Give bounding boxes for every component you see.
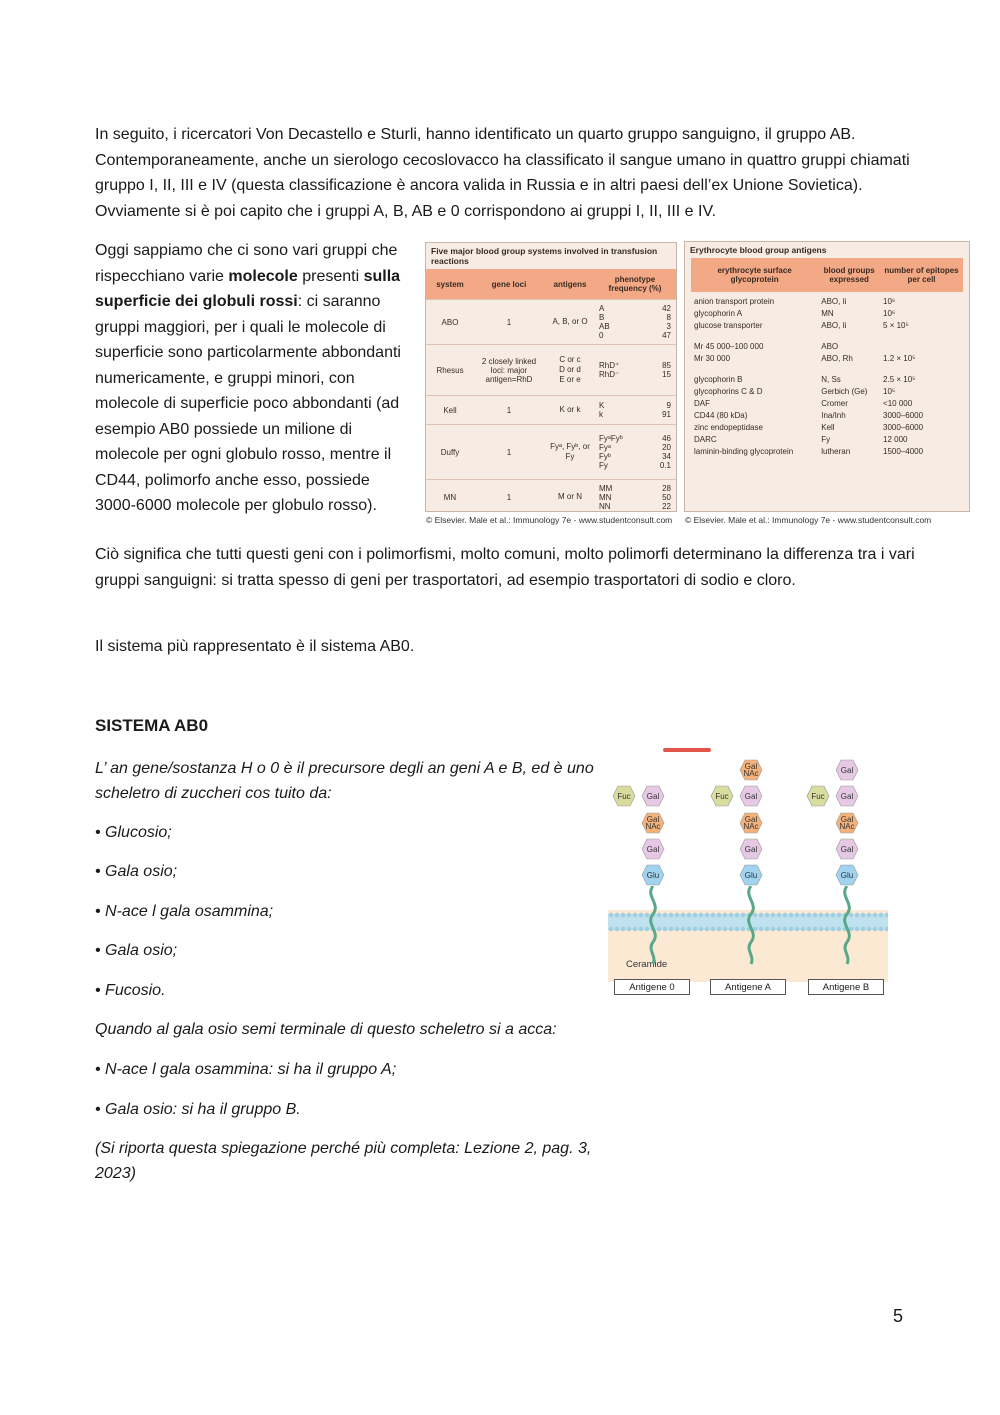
lipid-head	[795, 913, 800, 918]
phenotype-line	[599, 452, 671, 461]
antigen-0-label: Antigene 0	[614, 979, 690, 995]
phenotype-value: 9	[666, 401, 671, 410]
lipid-head	[633, 913, 638, 918]
phenotype-line	[599, 331, 671, 340]
lipid-head	[771, 927, 776, 932]
glycoprotein-cell: DAF	[694, 398, 710, 408]
lipid-head	[693, 913, 698, 918]
phenotype-name: Fyᵃ	[599, 443, 611, 452]
lipid-head	[615, 927, 620, 932]
n-acetylgalactosamine-hex	[835, 812, 859, 834]
antigen-line: Fyᵃ, Fyᵇ, or Fy	[550, 442, 590, 461]
lipid-head	[615, 913, 620, 918]
lipid-head	[729, 913, 734, 918]
text-run: : ci saranno gruppi maggiori, per i quali le molecole di superficie sono particolarmente abbondanti numericamente, e gruppi minori, con molecole di superficie poco abbondanti (ad esempio AB0 possiede un milione di molecole per ogni globulo rosso, mentre il CD44, polimorfo anche esso, possiede 3000-6000 molecole per globulo rosso).	[95, 293, 401, 514]
lipid-head	[711, 927, 716, 932]
lipid-head	[801, 927, 806, 932]
text-run: Oggi sappiamo che ci sono vari gruppi che rispecchiano varie	[95, 242, 398, 285]
antigens-cell	[544, 345, 596, 395]
table-row	[691, 433, 963, 445]
lipid-head	[873, 927, 878, 932]
sugar-label: Fuc	[811, 791, 825, 801]
lipid-head	[723, 913, 728, 918]
lipid-head	[663, 927, 668, 932]
sugar-label: Gal	[744, 844, 758, 854]
phenotype-name: MM	[599, 483, 613, 493]
phenotype-line	[599, 370, 671, 379]
glycoprotein-cell: Mr 30 000	[694, 353, 731, 363]
terminal-galactose-hex	[835, 759, 859, 781]
system-cell: ABO	[441, 317, 459, 327]
antigen-line: A, B, or O	[552, 317, 588, 326]
glycoprotein-cell: glycophorins C & D	[694, 386, 763, 396]
epitopes-cell: 12 000	[883, 434, 908, 444]
table-row	[691, 295, 963, 307]
lipid-head	[687, 927, 692, 932]
fucose-hex	[612, 785, 636, 807]
blood-group-cell: lutheran	[821, 446, 851, 456]
phenotype-value: 3	[666, 322, 671, 331]
table-header	[426, 269, 676, 299]
lipid-head	[777, 913, 782, 918]
phenotype-name: B	[599, 313, 605, 322]
lipid-head	[801, 913, 806, 918]
glycoprotein-cell: CD44 (80 kDa)	[694, 410, 748, 420]
bold-surface: sulla superficie dei globuli rossi	[95, 267, 401, 310]
glycoprotein-cell: glycophorin A	[694, 308, 743, 318]
epitopes-cell: 10⁶	[883, 296, 896, 306]
table-row	[691, 319, 963, 331]
lipid-head	[663, 913, 668, 918]
ab0-paragraph: Il sistema più rappresentato è il sistema AB0.	[95, 638, 415, 655]
phenotype-line	[599, 410, 671, 419]
system-cell: Rhesus	[436, 365, 464, 375]
table-group	[691, 337, 963, 370]
lipid-head	[627, 913, 632, 918]
table-row	[426, 395, 676, 424]
lipid-head	[681, 913, 686, 918]
antigens-cell	[544, 396, 596, 424]
lipid-head	[765, 913, 770, 918]
phenotype-line	[599, 401, 671, 410]
sugar-item: • Fucosio.	[95, 982, 166, 999]
phenotype-line	[599, 493, 671, 502]
glucose-hex	[739, 864, 763, 886]
lipid-head	[621, 927, 626, 932]
table-row	[691, 385, 963, 397]
table-header	[691, 258, 963, 292]
sugar-label: Gal	[646, 791, 660, 801]
epitopes-cell: 3000–6000	[883, 410, 924, 420]
lipid-head	[675, 913, 680, 918]
blood-group-cell: Fy	[821, 434, 831, 444]
lipid-head	[825, 913, 830, 918]
glucose-hex	[641, 864, 665, 886]
phenotype-name: Fy	[599, 461, 608, 470]
blood-group-cell: Kell	[821, 422, 835, 432]
intro-paragraph: In seguito, i ricercatori Von Decastello e Sturli, hanno identificato un quarto gruppo sanguigno, il gruppo AB. Contemporaneamente, anche un sierologo cecoslovacco ha classificato il sangue umano in quattro gruppi chiamati gruppo I, II, III e IV (questa classificazione è ancora valida in Russia e in altri paesi dell’ex Unione Sovietica). Ovviamente si è poi capito che i gruppi A, B, AB e 0 corrispondono ai gruppi I, II, III e IV.	[95, 126, 910, 220]
galactose-hex	[835, 838, 859, 860]
phenotype-list	[599, 484, 671, 511]
lipid-head	[879, 913, 884, 918]
sugar-label: Glu	[744, 870, 758, 880]
lipid-head	[609, 913, 614, 918]
phenotype-name: MN	[599, 492, 612, 502]
lipid-head	[795, 927, 800, 932]
lipid-head	[789, 913, 794, 918]
fucose-hex	[806, 785, 830, 807]
n-acetylgalactosamine-hex	[739, 812, 763, 834]
table-row	[426, 479, 676, 514]
table-group	[691, 370, 963, 463]
glycoprotein-cell: anion transport protein	[694, 296, 775, 306]
antigen-line: K or k	[559, 405, 581, 414]
sugar-label: Glu	[646, 870, 660, 880]
terminal-galnac-hex	[739, 759, 763, 781]
phenotype-name: Fyᵇ	[599, 452, 611, 461]
sugar-item: • Glucosio;	[95, 824, 172, 841]
antigens-cell	[544, 300, 596, 344]
epitopes-cell: 3000–6000	[883, 422, 924, 432]
lipid-head	[777, 927, 782, 932]
blood-group-cell: ABO	[821, 341, 839, 351]
table-body	[691, 292, 963, 463]
lipid-head	[771, 913, 776, 918]
lipid-head	[783, 927, 788, 932]
phenotype-list	[599, 304, 671, 340]
header-cell: phenotype frequency (%)	[608, 275, 662, 293]
phenotype-value: 15	[662, 370, 671, 379]
text-run: presenti	[297, 267, 364, 285]
table-body	[426, 299, 676, 514]
lipid-head	[669, 927, 674, 932]
phenotype-value: 20	[662, 443, 671, 452]
lipid-head	[867, 913, 872, 918]
phenotype-line	[599, 361, 671, 370]
image-credit: © Elsevier. Male et al.: Immunology 7e - www.studentconsult.com	[426, 515, 673, 525]
system-cell: Kell	[443, 405, 457, 415]
table-row	[691, 307, 963, 319]
galactose-hex	[641, 838, 665, 860]
antigen-line: E or e	[559, 375, 581, 384]
lipid-head	[729, 927, 734, 932]
phenotype-value: 91	[662, 410, 671, 419]
sugar-label: Gal	[646, 844, 660, 854]
loci-cell: 1	[506, 405, 512, 415]
system-cell: MN	[443, 492, 457, 502]
lipid-head	[873, 913, 878, 918]
epitopes-cell: 1.2 × 10⁵	[883, 353, 916, 363]
epitopes-cell: 10⁶	[883, 308, 896, 318]
antigens-cell	[544, 425, 596, 479]
table-row	[691, 421, 963, 433]
table-row	[691, 340, 963, 352]
sugar-label: Gal NAc	[743, 815, 759, 831]
epitopes-cell: <10 000	[883, 398, 913, 408]
blood-group-cell: N, Ss	[821, 374, 841, 384]
sugar-item: • N-ace l gala osammina;	[95, 903, 274, 920]
header-cell: antigens	[553, 279, 587, 289]
phenotype-name: A	[599, 304, 605, 313]
lipid-head	[627, 927, 632, 932]
n-acetylgalactosamine-hex	[641, 812, 665, 834]
epitopes-cell: 2.5 × 10⁵	[883, 374, 916, 384]
addition-intro: Quando al gala osio semi terminale di questo scheletro si a acca:	[95, 1021, 557, 1038]
lipid-head	[717, 913, 722, 918]
header-cell: erythrocyte surface glycoprotein	[717, 266, 792, 284]
lipid-head	[735, 913, 740, 918]
table-caption: Five major blood group systems involved in transfusion reactions	[431, 246, 658, 266]
lipid-head	[825, 927, 830, 932]
loci-cell: 1	[506, 492, 512, 502]
lipid-head	[621, 913, 626, 918]
phenotype-value: 42	[662, 304, 671, 313]
glucose-hex	[835, 864, 859, 886]
phenotype-line	[599, 434, 671, 443]
glycoprotein-cell: glucose transporter	[694, 320, 763, 330]
page-number: 5	[893, 1306, 904, 1326]
phenotype-line	[599, 313, 671, 322]
loci-cell: 1	[506, 317, 512, 327]
lipid-head	[723, 927, 728, 932]
antigen-intro: L’ an gene/sostanza H o 0 è il precursore degli an geni A e B, ed è uno scheletro di zuccheri cos tuito da:	[95, 760, 594, 802]
lipid-head	[699, 913, 704, 918]
phenotype-name: k	[599, 410, 603, 419]
lipid-head	[717, 927, 722, 932]
glycoprotein-cell: glycophorin B	[694, 374, 743, 384]
glycoprotein-cell: laminin-binding glycoprotein	[694, 446, 794, 456]
sugar-label: Glu	[840, 870, 854, 880]
lipid-head	[675, 927, 680, 932]
sugar-label: Fuc	[617, 791, 631, 801]
sugar-label: Gal NAc	[645, 815, 661, 831]
ceramide-label: Ceramide	[626, 959, 668, 970]
lipid-head	[681, 927, 686, 932]
surface-molecules-paragraph	[95, 238, 405, 519]
phenotype-value: 47	[662, 331, 671, 340]
header-cell: blood groups expressed	[823, 266, 875, 284]
epitopes-cell: 1500–4000	[883, 446, 924, 456]
phenotype-cell	[596, 396, 674, 424]
table-group	[691, 292, 963, 337]
fucose-hex	[710, 785, 734, 807]
glycoprotein-cell: Mr 45 000–100 000	[694, 341, 764, 351]
phenotype-line	[599, 502, 671, 511]
galactose-hex	[739, 838, 763, 860]
phenotype-line	[599, 304, 671, 313]
phenotype-name: AB	[599, 322, 610, 331]
lipid-head	[633, 927, 638, 932]
galactose-hex	[641, 785, 665, 807]
sugar-item: • Gala osio;	[95, 942, 178, 959]
phenotype-line	[599, 484, 671, 493]
abo-antigen-diagram	[600, 748, 900, 1000]
loci-cell: 1	[506, 447, 512, 457]
blood-group-cell: Ina/Inh	[821, 410, 846, 420]
phenotype-list	[599, 401, 671, 419]
header-cell: number of epitopes per cell	[884, 266, 959, 284]
phenotype-name: 0	[599, 331, 604, 340]
glycoprotein-cell: DARC	[694, 434, 717, 444]
sugar-label: Fuc	[715, 791, 729, 801]
sugar-label: Gal	[840, 844, 854, 854]
phenotype-value: 0.1	[659, 461, 671, 470]
phenotype-value: 85	[662, 361, 671, 370]
lipid-head	[861, 913, 866, 918]
table-row	[691, 352, 963, 364]
lipid-head	[705, 927, 710, 932]
section-title: SISTEMA AB0	[95, 716, 209, 735]
lipid-head	[813, 913, 818, 918]
antigen-line: D or d	[559, 365, 581, 374]
phenotype-list	[599, 361, 671, 379]
phenotype-value: 34	[662, 452, 671, 461]
lipid-head	[711, 913, 716, 918]
table-row	[426, 344, 676, 395]
table-caption: Erythrocyte blood group antigens	[690, 245, 827, 255]
cropped-title-mark	[663, 748, 711, 752]
galactose-hex	[739, 785, 763, 807]
blood-group-systems-table	[425, 242, 677, 525]
addition-item: • N-ace l gala osammina: si ha il gruppo A;	[95, 1061, 397, 1078]
phenotype-name: NN	[599, 501, 611, 511]
lipid-head	[783, 913, 788, 918]
lipid-head	[609, 927, 614, 932]
antigen-b-label: Antigene B	[808, 979, 884, 995]
table-row	[691, 409, 963, 421]
phenotype-line	[599, 461, 671, 470]
lipid-head	[789, 927, 794, 932]
lipid-head	[765, 927, 770, 932]
phenotype-name: K	[599, 401, 605, 410]
phenotype-line	[599, 322, 671, 331]
epitopes-cell	[880, 340, 963, 352]
table-row	[691, 397, 963, 409]
source-note: (Si riporta questa spiegazione perché più completa: Lezione 2, pag. 3, 2023)	[95, 1140, 592, 1182]
phenotype-value: 22	[662, 501, 671, 511]
lipid-head	[831, 927, 836, 932]
table-row	[426, 424, 676, 479]
bold-molecole: molecole	[228, 267, 298, 285]
sugar-label: Gal NAc	[839, 815, 855, 831]
lipid-head	[669, 913, 674, 918]
glycoprotein-cell: zinc endopeptidase	[694, 422, 763, 432]
galactose-hex	[835, 785, 859, 807]
phenotype-value: 28	[662, 483, 671, 493]
ceramide-chain	[643, 886, 663, 966]
table-row	[691, 373, 963, 385]
polymorphism-paragraph: Ciò significa che tutti questi geni con i polimorfismi, molto comuni, molto polimorfi determinano la differenza tra i vari gruppi sanguigni: si tratta spesso di geni per trasportatori, ad esempio trasportatori di sodio e cloro.	[95, 546, 915, 589]
sugar-label: Gal	[840, 765, 854, 775]
header-cell: system	[436, 279, 464, 289]
lipid-head	[693, 927, 698, 932]
lipid-head	[735, 927, 740, 932]
loci-cell: 2 closely linked loci: major antigen=RhD	[481, 356, 537, 384]
lipid-head	[813, 927, 818, 932]
phenotype-name: FyᵃFyᵇ	[599, 434, 623, 443]
epitopes-cell: 10⁵	[883, 386, 896, 396]
lipid-head	[705, 913, 710, 918]
lipid-head	[807, 927, 812, 932]
phenotype-cell	[596, 480, 674, 514]
lipid-head	[879, 927, 884, 932]
sugar-label: Gal NAc	[743, 762, 759, 778]
blood-group-cell: Cromer	[821, 398, 848, 408]
phenotype-list	[599, 434, 671, 470]
antigen-line: C or c	[559, 355, 581, 364]
lipid-head	[699, 927, 704, 932]
system-cell: Duffy	[440, 447, 460, 457]
phenotype-line	[599, 443, 671, 452]
table-row	[691, 445, 963, 457]
blood-group-cell: ABO, Rh	[821, 353, 853, 363]
image-credit: © Elsevier. Male et al.: Immunology 7e - www.studentconsult.com	[685, 515, 932, 525]
phenotype-cell	[596, 345, 674, 395]
sugar-item: • Gala osio;	[95, 863, 178, 880]
ceramide-chain	[837, 886, 857, 966]
table-row	[426, 299, 676, 344]
lipid-head	[861, 927, 866, 932]
header-cell: gene loci	[491, 279, 527, 289]
phenotype-name: RhD⁻	[599, 370, 620, 379]
lipid-head	[819, 927, 824, 932]
antigens-cell	[544, 480, 596, 514]
lipid-head	[819, 913, 824, 918]
lipid-head	[831, 913, 836, 918]
phenotype-cell	[596, 425, 674, 479]
epitopes-cell: 5 × 10⁵	[883, 320, 909, 330]
phenotype-name: RhD⁺	[599, 361, 620, 370]
lipid-head	[867, 927, 872, 932]
antigen-a-label: Antigene A	[710, 979, 786, 995]
blood-group-cell: ABO, Ii	[821, 320, 847, 330]
addition-item: • Gala osio: si ha il gruppo B.	[95, 1101, 301, 1118]
sugar-label: Gal	[840, 791, 854, 801]
blood-group-cell: ABO, Ii	[821, 296, 847, 306]
sugar-label: Gal	[744, 791, 758, 801]
phenotype-value: 50	[662, 492, 671, 502]
antigen-line: M or N	[558, 492, 582, 501]
blood-group-cell: MN	[821, 308, 834, 318]
lipid-head	[687, 913, 692, 918]
phenotype-value: 46	[662, 434, 671, 443]
lipid-head	[807, 913, 812, 918]
ceramide-chain	[741, 886, 761, 966]
phenotype-value: 8	[666, 313, 671, 322]
erythrocyte-antigens-table	[684, 241, 970, 525]
phenotype-cell	[596, 300, 674, 344]
blood-group-cell: Gerbich (Ge)	[821, 386, 868, 396]
